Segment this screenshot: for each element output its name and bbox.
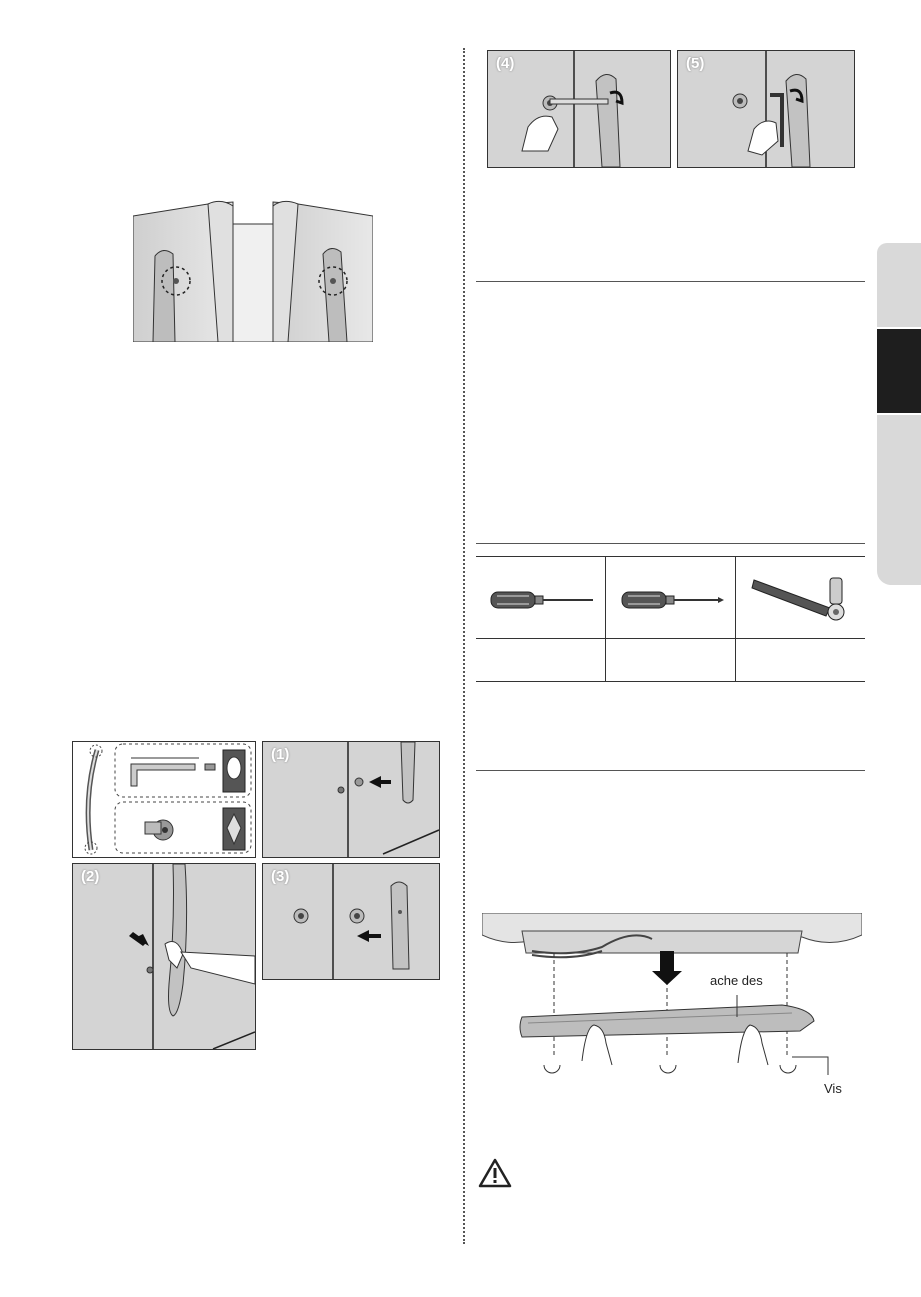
hinge-cover-diagram <box>482 913 862 1099</box>
section-rule <box>476 543 865 544</box>
side-tab-light-bottom <box>877 415 921 585</box>
section-rule <box>476 281 865 282</box>
step-number: (1) <box>271 746 290 763</box>
step-number: (3) <box>271 868 290 885</box>
cover-part-label: ache des <box>710 973 763 988</box>
column-divider <box>463 48 465 1244</box>
side-tab-light-top <box>877 243 921 327</box>
section-rule <box>476 770 865 771</box>
step-number: (4) <box>496 55 515 72</box>
side-tab-active <box>877 329 921 413</box>
socket-wrench-icon <box>750 574 868 622</box>
doors-handles-illustration <box>133 196 373 342</box>
step4-panel <box>487 50 671 168</box>
flat-screwdriver-icon <box>489 587 599 613</box>
screw-label: Vis <box>824 1081 842 1096</box>
warning-icon <box>478 1158 512 1188</box>
kit-contents-panel <box>72 741 256 858</box>
kit-step1-panel <box>262 741 440 858</box>
kit-step2-panel <box>72 863 256 1050</box>
phillips-screwdriver-icon <box>620 587 730 613</box>
kit-step3-panel <box>262 863 440 980</box>
step-number: (2) <box>81 868 100 885</box>
step-number: (5) <box>686 55 705 72</box>
step5-panel <box>677 50 855 168</box>
